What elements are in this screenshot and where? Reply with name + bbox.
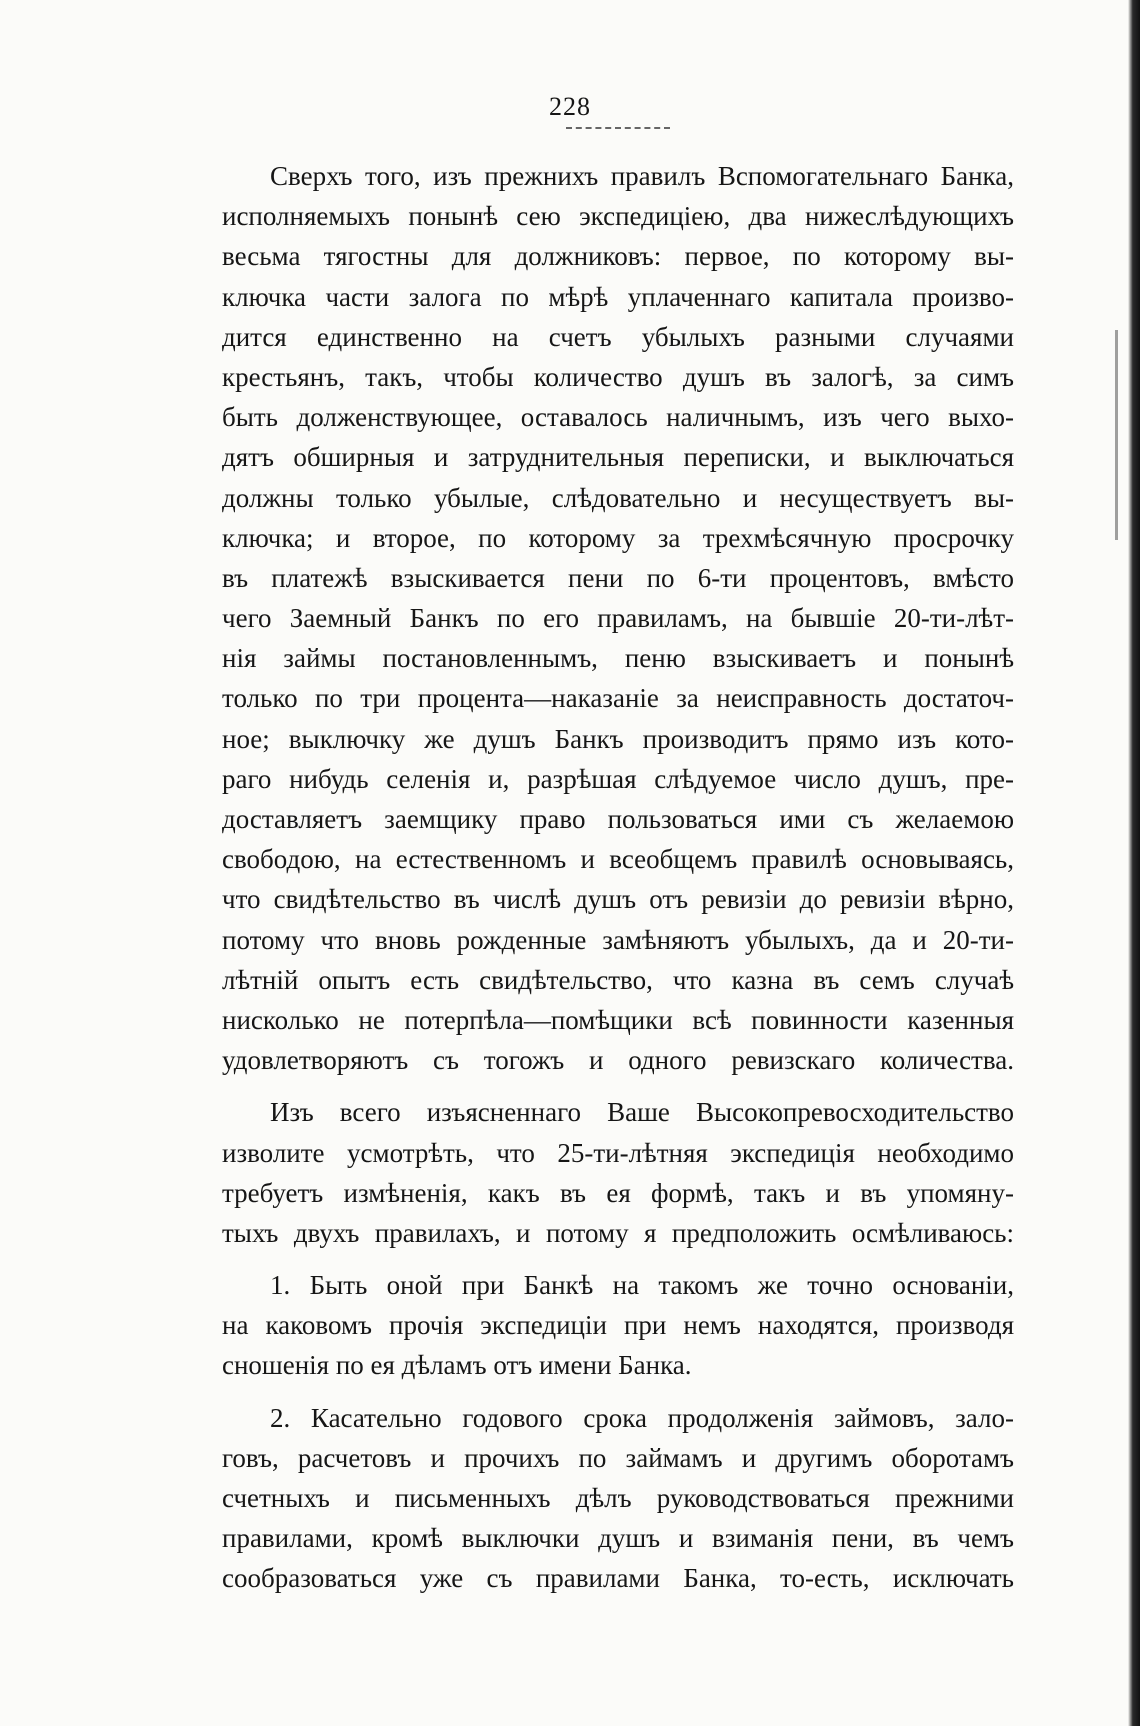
- text-line: что свидѣтельство въ числѣ душъ отъ ревизіи до ревизіи вѣрно,: [222, 884, 1014, 915]
- text-line: быть долженствующее, оставалось наличнымъ, изъ чего выхо-: [222, 402, 1014, 433]
- paragraph-4: [222, 1398, 1014, 1599]
- text-line: крестьянъ, такъ, чтобы количество душъ въ залогѣ, за симъ: [222, 361, 1014, 392]
- body-text: [222, 156, 1014, 1599]
- text-line: только по три процента—наказаніе за неисправность достаточ-: [222, 683, 1014, 714]
- text-line: весьма тягостны для должниковъ: первое, по которому вы-: [222, 241, 1014, 272]
- text-line: нія займы постановленнымъ, пеню взыскиваетъ и понынѣ: [222, 643, 1014, 674]
- text-line: ключка части залога по мѣрѣ уплаченнаго капитала произво-: [222, 281, 1014, 312]
- text-line: должны только убылые, слѣдовательно и несуществуетъ вы-: [222, 482, 1014, 513]
- text-line: нисколько не потерпѣла—помѣщики всѣ повинности казенныя: [222, 1004, 1014, 1035]
- page-edge-shadow: [1128, 0, 1140, 1726]
- text-line: въ платежѣ взыскивается пени по 6-ти процентовъ, вмѣсто: [222, 562, 1014, 593]
- text-line: ключка; и второе, по которому за трехмѣсячную просрочку: [222, 522, 1014, 553]
- text-line: сообразоваться уже съ правилами Банка, то-есть, исключать: [222, 1563, 1014, 1594]
- text-line: тыхъ двухъ правилахъ, и потому я предположить осмѣливаюсь:: [222, 1217, 1014, 1248]
- paragraph-3: [222, 1265, 1014, 1386]
- text-line: 1. Быть оной при Банкѣ на такомъ же точно основаніи,: [270, 1270, 1014, 1301]
- text-line: дится единственно на счетъ убылыхъ разными случаями: [222, 321, 1014, 352]
- text-line: потому что вновь рожденные замѣняютъ убылыхъ, да и 20-ти-: [222, 924, 1014, 955]
- text-line: говъ, расчетовъ и прочихъ по займамъ и другимъ оборотамъ: [222, 1442, 1014, 1473]
- text-line: требуетъ измѣненія, какъ въ ея формѣ, такъ и въ упомяну-: [222, 1177, 1014, 1208]
- text-line: раго нибудь селенія и, разрѣшая слѣдуемое число душъ, пре-: [222, 763, 1014, 794]
- page-number-underline: [566, 127, 670, 129]
- paragraph-2: [222, 1092, 1014, 1253]
- text-line: исполняемыхъ понынѣ сею экспедиціею, два нижеслѣдующихъ: [222, 201, 1014, 232]
- text-line: 2. Касательно годового срока продолженія займовъ, зало-: [270, 1402, 1014, 1433]
- page-edge-mark: [1115, 330, 1118, 540]
- text-line: правилами, кромѣ выключки душъ и взиманія пени, въ чемъ: [222, 1523, 1014, 1554]
- text-line: изволите усмотрѣть, что 25-ти-лѣтняя экспедиція необходимо: [222, 1137, 1014, 1168]
- text-line: доставляетъ заемщику право пользоваться ими съ желаемою: [222, 804, 1014, 834]
- paragraph-1: [222, 156, 1014, 1080]
- text-line: на каковомъ прочія экспедиціи при немъ находятся, производя: [222, 1310, 1014, 1341]
- text-line: счетныхъ и письменныхъ дѣлъ руководствоваться прежними: [222, 1483, 1014, 1513]
- text-line: свободою, на естественномъ и всеобщемъ правилѣ основываясь,: [222, 844, 1014, 875]
- text-line: ное; выключку же душъ Банкъ производитъ прямо изъ кото-: [222, 723, 1014, 754]
- text-line: лѣтній опытъ есть свидѣтельство, что казна въ семъ случаѣ: [222, 964, 1014, 995]
- text-line: Сверхъ того, изъ прежнихъ правилъ Вспомогательнаго Банка,: [270, 161, 1014, 191]
- page-number: 228: [549, 92, 591, 121]
- text-line: сношенія по ея дѣламъ отъ имени Банка.: [222, 1350, 692, 1381]
- text-line: чего Заемный Банкъ по его правиламъ, на бывшіе 20-ти-лѣт-: [222, 603, 1014, 634]
- text-line: удовлетворяютъ съ тогожъ и одного ревизскаго количества.: [222, 1045, 1014, 1076]
- text-line: дятъ обширныя и затруднительныя переписки, и выключаться: [222, 442, 1014, 473]
- text-line: Изъ всего изъясненнаго Ваше Высокопревосходительство: [270, 1097, 1014, 1128]
